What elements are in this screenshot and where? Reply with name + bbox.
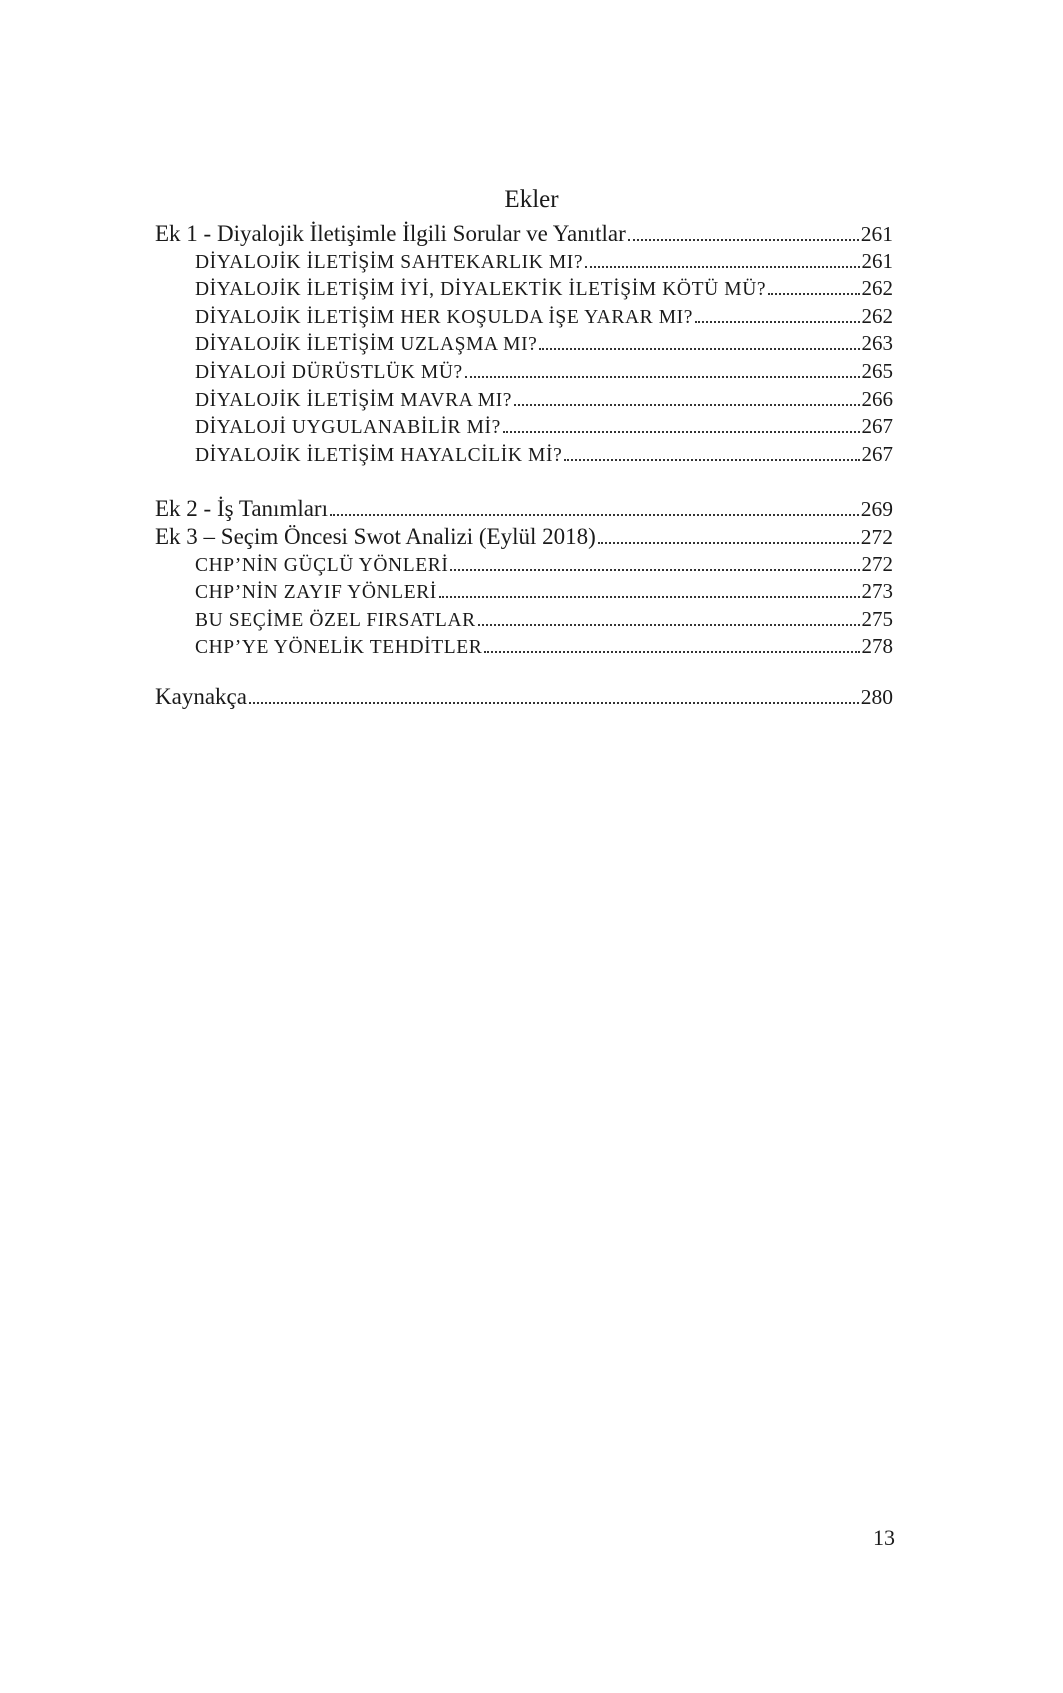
- toc-subentry[interactable]: [155, 248, 893, 276]
- dot-leader: [564, 459, 859, 461]
- toc-subentry[interactable]: [155, 413, 893, 441]
- toc-subentry-label: DİYALOJİK İLETİŞİM HAYALCİLİK Mİ?: [195, 444, 563, 466]
- dot-leader: [484, 651, 859, 653]
- toc-subentry-label: DİYALOJİK İLETİŞİM İYİ, DİYALEKTİK İLETİŞİM KÖTÜ MÜ?: [195, 279, 767, 301]
- toc-page-number: 267: [861, 414, 893, 439]
- toc-page-number: 272: [860, 524, 893, 549]
- toc-page-number: 273: [861, 579, 893, 604]
- dot-leader: [628, 239, 859, 241]
- dot-leader: [768, 293, 859, 295]
- dot-leader: [439, 596, 860, 598]
- toc-entry-label: Kaynakça: [155, 683, 247, 709]
- toc-subentry-label: DİYALOJİ UYGULANABİLİR Mİ?: [195, 417, 501, 439]
- toc-entry-label: Ek 3 – Seçim Öncesi Swot Analizi (Eylül 2018): [155, 523, 596, 549]
- toc-page-number: 272: [861, 551, 893, 576]
- toc-subentry-label: BU SEÇİME ÖZEL FIRSATLAR: [195, 609, 476, 631]
- toc-subentry-label: DİYALOJİK İLETİŞİM MAVRA MI?: [195, 389, 513, 411]
- toc-subentry-label: DİYALOJİ DÜRÜSTLÜK MÜ?: [195, 361, 463, 383]
- toc-page-number: 263: [861, 331, 893, 356]
- toc-page-number: 265: [861, 358, 893, 383]
- dot-leader: [585, 266, 859, 268]
- toc-subentry-label: CHP’YE YÖNELİK TEHDİTLER: [195, 637, 483, 659]
- toc-subentry[interactable]: [155, 303, 893, 331]
- toc-subentry-label: CHP’NİN GÜÇLÜ YÖNLERİ: [195, 554, 449, 576]
- toc-subentry-label: DİYALOJİK İLETİŞİM UZLAŞMA MI?: [195, 334, 538, 356]
- toc-page-number: 269: [860, 497, 893, 522]
- toc-page-number: 275: [861, 606, 893, 631]
- toc-page-number: 278: [861, 634, 893, 659]
- toc-subentry[interactable]: [155, 275, 893, 303]
- toc-page-number: 262: [861, 303, 893, 328]
- page-number: 13: [873, 1525, 895, 1550]
- dot-leader: [514, 404, 859, 406]
- toc-subentry[interactable]: [155, 551, 893, 579]
- toc-entry-ek3[interactable]: [155, 523, 893, 551]
- dot-leader: [598, 542, 859, 544]
- dot-leader: [503, 431, 860, 433]
- toc-subentry[interactable]: [155, 578, 893, 606]
- toc-subentry[interactable]: [155, 386, 893, 414]
- toc-subentry-label: DİYALOJİK İLETİŞİM HER KOŞULDA İŞE YARAR MI?: [195, 306, 693, 328]
- toc-subentry-label: CHP’NİN ZAYIF YÖNLERİ: [195, 582, 437, 604]
- toc-subentry[interactable]: [155, 441, 893, 469]
- toc-subentry[interactable]: [155, 358, 893, 386]
- dot-leader: [465, 376, 860, 378]
- spacer: [155, 661, 893, 683]
- spacer: [155, 468, 893, 495]
- toc-entry-label: Ek 2 - İş Tanımları: [155, 496, 328, 522]
- toc-entry-ek2[interactable]: [155, 495, 893, 523]
- table-of-contents: [155, 220, 893, 711]
- toc-subentry[interactable]: [155, 633, 893, 661]
- dot-leader: [450, 569, 859, 571]
- toc-page-number: 261: [861, 248, 893, 273]
- toc-subentry[interactable]: [155, 330, 893, 358]
- toc-subentry-label: DİYALOJİK İLETİŞİM SAHTEKARLIK MI?: [195, 251, 584, 273]
- toc-entry-ek1[interactable]: [155, 220, 893, 248]
- toc-entry-kaynakca[interactable]: [155, 683, 893, 711]
- toc-entry-label: Ek 1 - Diyalojik İletişimle İlgili Sorular ve Yanıtlar: [155, 221, 626, 246]
- section-title: Ekler: [504, 186, 559, 213]
- toc-page-number: 266: [861, 386, 893, 411]
- dot-leader: [330, 514, 859, 516]
- dot-leader: [539, 348, 859, 350]
- toc-page-number: 280: [860, 684, 893, 709]
- toc-subentry[interactable]: [155, 606, 893, 634]
- dot-leader: [249, 702, 859, 704]
- dot-leader: [695, 321, 860, 323]
- toc-page-number: 262: [861, 276, 893, 301]
- toc-page-number: 261: [860, 222, 893, 246]
- toc-page-number: 267: [861, 441, 893, 466]
- dot-leader: [478, 624, 860, 626]
